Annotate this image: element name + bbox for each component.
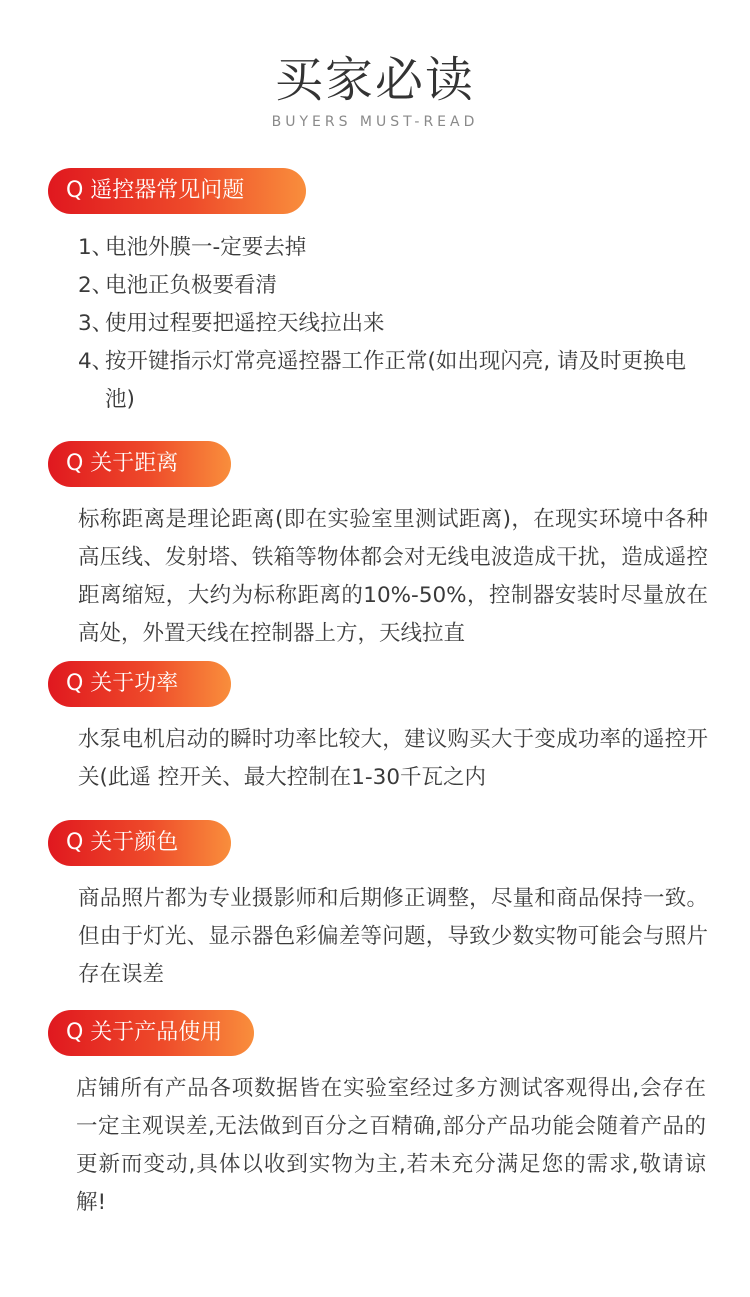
section-badge-product-usage: Q 关于产品使用 [48,1010,254,1056]
list-item [78,343,708,419]
list-item [78,229,708,267]
list-item-number: 2、 [78,273,114,298]
distance-paragraph: 标称距离是理论距离(即在实验室里测试距离)，在现实环境中各种高压线、发射塔、铁箱等物体都会对无线电波造成干扰，造成遥控距离缩短，大约为标称距离的10%-50%，控制器安装时尽量放在高处，外置天线在控制器上方，天线拉直 [78,507,708,646]
color-paragraph: 商品照片都为专业摄影师和后期修正调整，尽量和商品保持一致。但由于灯光、显示器色彩偏差等问题，导致少数实物可能会与照片存在误差 [78,886,708,987]
power-paragraph: 水泵电机启动的瞬时功率比较大，建议购买大于变成功率的遥控开关(此遥 控开关、最大控制在1-30千瓦之内 [78,727,708,790]
section-badge-power: Q 关于功率 [48,661,231,707]
product-usage-paragraph: 店铺所有产品各项数据皆在实验室经过多方测试客观得出,会存在一定主观误差,无法做到百分之百精确,部分产品功能会随着产品的更新而变动,具体以收到实物为主,若未充分满足您的需求,敬请谅解! [76,1076,706,1215]
list-item-text: 使用过程要把遥控天线拉出来 [105,311,385,336]
list-item-text: 按开键指示灯常亮遥控器工作正常(如出现闪亮, 请及时更换电池) [105,349,687,412]
list-item-number: 3、 [78,311,114,336]
section-badge-distance: Q 关于距离 [48,441,231,487]
page-subtitle: BUYERS MUST-READ [271,114,479,130]
list-item [78,267,708,305]
remote-faq-list [78,229,708,419]
list-item [78,305,708,343]
list-item-text: 电池正负极要看清 [105,273,278,298]
section-badge-remote-faq: Q 遥控器常见问题 [48,168,306,214]
page-title: 买家必读 [274,52,475,108]
list-item-number: 4、 [78,349,114,374]
list-item-text: 电池外膜一-定要去掉 [105,235,307,260]
list-item-number: 1、 [78,235,114,260]
section-badge-color: Q 关于颜色 [48,820,231,866]
